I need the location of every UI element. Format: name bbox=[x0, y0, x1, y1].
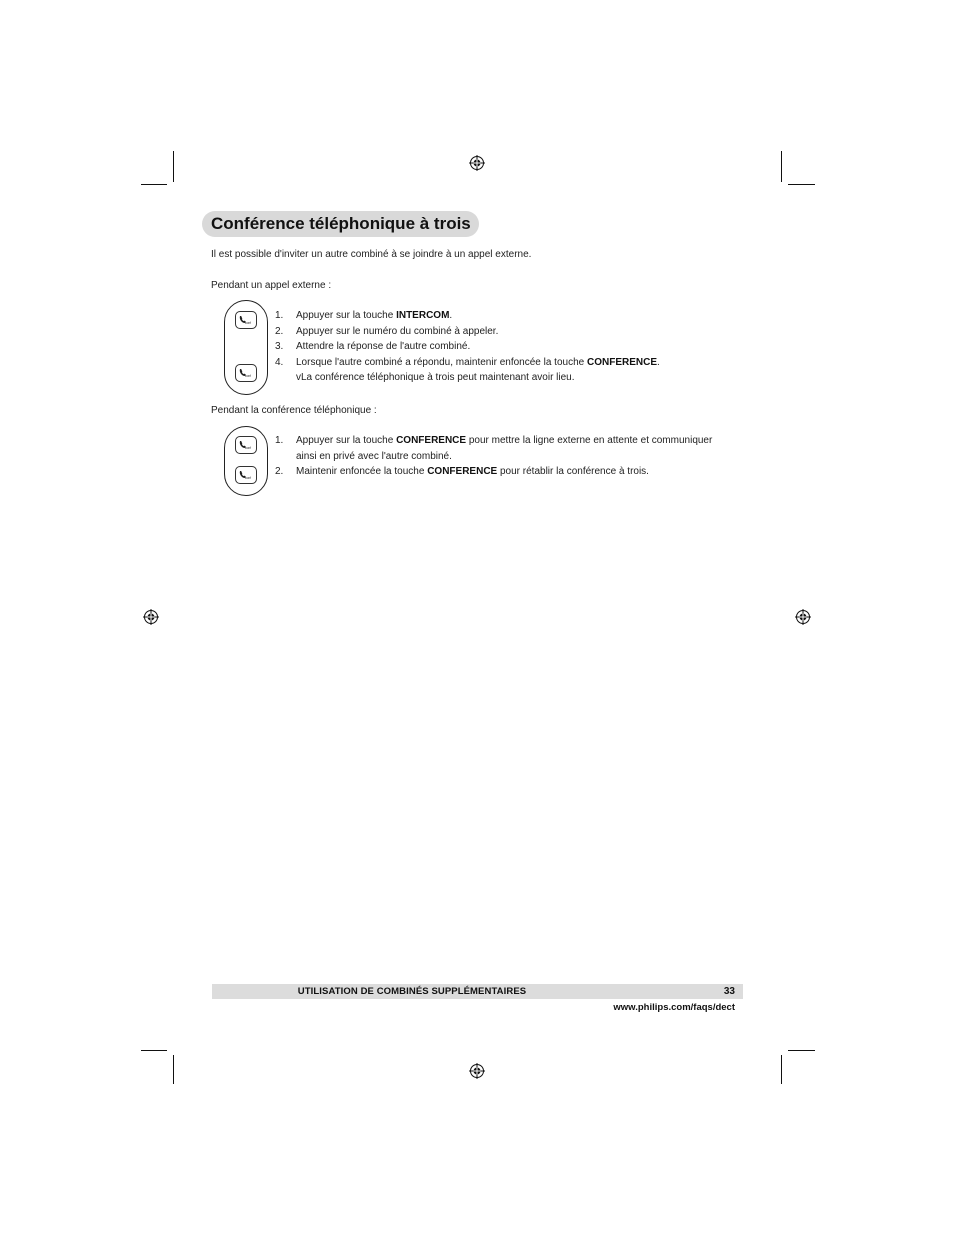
registration-mark-icon bbox=[795, 609, 811, 625]
conference-key-icon bbox=[235, 436, 257, 454]
crop-mark bbox=[781, 1055, 782, 1084]
conference-key-icon bbox=[235, 311, 257, 329]
steps-list-external-call bbox=[275, 308, 660, 386]
footer-bar bbox=[212, 984, 743, 999]
footer-url: www.philips.com/faqs/dect bbox=[613, 1002, 735, 1013]
crop-mark bbox=[141, 184, 167, 185]
section-heading-conference: Pendant la conférence téléphonique : bbox=[211, 405, 377, 416]
crop-mark bbox=[141, 1050, 167, 1051]
list-item: 1. Appuyer sur la touche CONFERENCE pour mettre la ligne externe en attente et communiquer bbox=[275, 435, 713, 446]
crop-mark bbox=[781, 151, 782, 182]
list-item: 1. Appuyer sur la touche INTERCOM. bbox=[275, 310, 453, 321]
list-item-note: vLa conférence téléphonique à trois peut maintenant avoir lieu. bbox=[296, 372, 575, 384]
crop-mark bbox=[173, 1055, 174, 1084]
svg-text:conf: conf bbox=[245, 321, 252, 325]
list-item: 3. Attendre la réponse de l'autre combiné. bbox=[275, 341, 471, 353]
conference-key-icon bbox=[235, 466, 257, 484]
intro-text: Il est possible d'inviter un autre combiné à se joindre à un appel externe. bbox=[211, 249, 532, 260]
registration-mark-icon bbox=[143, 609, 159, 625]
crop-mark bbox=[788, 1050, 815, 1051]
svg-text:conf: conf bbox=[245, 476, 252, 480]
list-item: 4. Lorsque l'autre combiné a répondu, maintenir enfoncée la touche CONFERENCE. bbox=[275, 356, 660, 368]
list-item-continuation: ainsi en privé avec l'autre combiné. bbox=[296, 450, 452, 462]
svg-text:conf: conf bbox=[245, 446, 252, 450]
registration-mark-icon bbox=[469, 1063, 485, 1079]
handset-illustration bbox=[224, 300, 268, 395]
handset-illustration bbox=[224, 426, 268, 496]
footer-section-title: UTILISATION DE COMBINÉS SUPPLÉMENTAIRES bbox=[297, 986, 527, 997]
crop-mark bbox=[788, 184, 815, 185]
steps-list-conference bbox=[275, 433, 712, 480]
page-number: 33 bbox=[723, 986, 735, 997]
list-item: 2. Maintenir enfoncée la touche CONFERENCE pour rétablir la conférence à trois. bbox=[275, 466, 649, 478]
section-heading-external-call: Pendant un appel externe : bbox=[211, 280, 332, 291]
crop-mark bbox=[173, 151, 174, 182]
page-title: Conférence téléphonique à trois bbox=[202, 211, 479, 237]
list-item: 2. Appuyer sur le numéro du combiné à appeler. bbox=[275, 325, 499, 337]
conference-key-icon bbox=[235, 364, 257, 382]
svg-text:conf: conf bbox=[245, 374, 252, 378]
registration-mark-icon bbox=[469, 155, 485, 171]
